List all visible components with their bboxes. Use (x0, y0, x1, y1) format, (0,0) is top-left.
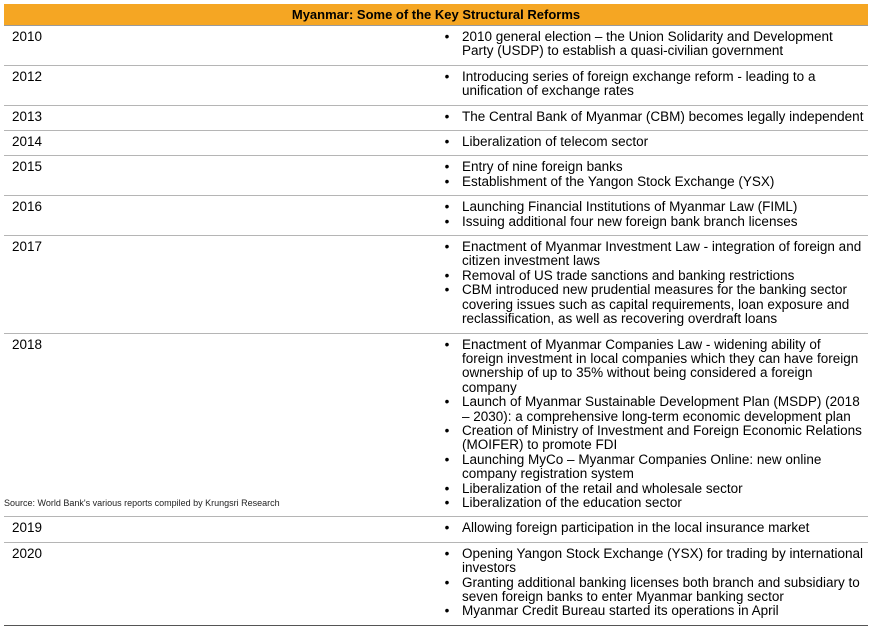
reforms-cell (436, 105, 868, 130)
reform-list (436, 110, 864, 124)
reform-list-item (436, 70, 864, 99)
reforms-cell (436, 542, 868, 625)
reform-list-item (436, 240, 864, 269)
reform-list-item (436, 215, 864, 229)
table-row (4, 26, 868, 66)
reforms-cell (436, 65, 868, 105)
table-row (4, 65, 868, 105)
year-cell: 2014 (4, 131, 436, 156)
reforms-table-container (4, 4, 868, 626)
reform-list (436, 135, 864, 149)
year-cell: 2015 (4, 156, 436, 196)
year-cell: 2010 (4, 26, 436, 66)
bullet-icon: • (444, 336, 450, 352)
reforms-cell (436, 333, 868, 517)
reform-list-item (436, 496, 864, 510)
reform-text: Liberalization of telecom sector (462, 134, 649, 150)
bullet-icon: • (444, 520, 450, 536)
reform-text: Enactment of Myanmar Investment Law - integration of foreign and citizen investment laws (462, 239, 862, 269)
reform-list-item (436, 453, 864, 482)
reform-list (436, 160, 864, 189)
bullet-icon: • (444, 239, 450, 255)
reform-list-item (436, 576, 864, 605)
reform-text: 2010 general election – the Union Solidarity and Development Party (USDP) to establish a quasi-civilian government (462, 29, 833, 59)
bullet-icon: • (444, 494, 450, 510)
reform-list (436, 200, 864, 229)
reforms-table (4, 4, 868, 626)
reforms-cell (436, 131, 868, 156)
reform-list-item (436, 338, 864, 396)
reform-text: Liberalization of the retail and wholesale sector (462, 480, 743, 496)
bullet-icon: • (444, 159, 450, 175)
reform-text: Allowing foreign participation in the local insurance market (462, 520, 810, 536)
bullet-icon: • (444, 394, 450, 410)
reforms-cell (436, 196, 868, 236)
reform-list-item (436, 269, 864, 283)
bullet-icon: • (444, 29, 450, 44)
year-cell: 2016 (4, 196, 436, 236)
bullet-icon: • (444, 134, 450, 150)
reform-text: Removal of US trade sanctions and banking restrictions (462, 267, 795, 283)
reform-list-item (436, 395, 864, 424)
reform-text: CBM introduced new prudential measures for the banking sector covering issues such as capital requirements, loan exposure and reclassification, as well as recovering overdraft loans (462, 282, 850, 327)
bullet-icon: • (444, 282, 450, 298)
bullet-icon: • (444, 451, 450, 467)
reforms-cell (436, 517, 868, 542)
table-row (4, 105, 868, 130)
reform-list-item (436, 135, 864, 149)
year-cell: 2012 (4, 65, 436, 105)
table-row (4, 196, 868, 236)
reform-text: Granting additional banking licenses both branch and subsidiary to seven foreign banks to enter Myanmar banking sector (462, 574, 860, 604)
reforms-cell (436, 236, 868, 333)
bullet-icon: • (444, 199, 450, 215)
source-note: Source: World Bank's various reports compiled by Krungsri Research (4, 498, 280, 508)
reform-list-item (436, 30, 864, 59)
table-row (4, 333, 868, 517)
reform-list (436, 521, 864, 535)
bullet-icon: • (444, 545, 450, 561)
bullet-icon: • (444, 68, 450, 84)
reform-text: Myanmar Credit Bureau started its operations in April (462, 603, 779, 619)
reform-list-item (436, 547, 864, 576)
reform-text: Enactment of Myanmar Companies Law - widening ability of foreign investment in local companies which they can have foreign ownership of up to 35% without being considered a foreign company (462, 336, 859, 395)
reform-list (436, 30, 864, 59)
table-row (4, 236, 868, 333)
bullet-icon: • (444, 480, 450, 496)
table-row (4, 131, 868, 156)
reform-text: Liberalization of the education sector (462, 494, 682, 510)
reform-text: Introducing series of foreign exchange reform - leading to a unification of exchange rates (462, 68, 816, 99)
bullet-icon: • (444, 574, 450, 590)
reform-text: Creation of Ministry of Investment and Foreign Economic Relations (MOIFER) to promote FDI (462, 422, 862, 453)
bullet-icon: • (444, 603, 450, 619)
year-cell: 2018 (4, 333, 436, 517)
year-cell: 2013 (4, 105, 436, 130)
reform-text: Opening Yangon Stock Exchange (YSX) for trading by international investors (462, 545, 863, 576)
table-row (4, 156, 868, 196)
reform-text: Launch of Myanmar Sustainable Development Plan (MSDP) (2018 – 2030): a comprehensive long-term economic development plan (462, 394, 860, 424)
bullet-icon: • (444, 108, 450, 124)
table-body (4, 26, 868, 626)
reform-list (436, 338, 864, 511)
bullet-icon: • (444, 422, 450, 438)
reform-text: Entry of nine foreign banks (462, 159, 623, 175)
reform-list (436, 547, 864, 619)
reform-text: Launching Financial Institutions of Myanmar Law (FIML) (462, 199, 798, 215)
reform-text: The Central Bank of Myanmar (CBM) becomes legally independent (462, 108, 864, 124)
year-cell: 2019 (4, 517, 436, 542)
reform-text: Establishment of the Yangon Stock Exchange (YSX) (462, 173, 775, 189)
year-cell: 2017 (4, 236, 436, 333)
reform-text: Issuing additional four new foreign bank branch licenses (462, 213, 798, 229)
reform-list-item (436, 424, 864, 453)
table-title: Myanmar: Some of the Key Structural Reforms (4, 4, 868, 26)
reform-list-item (436, 160, 864, 174)
reform-list-item (436, 175, 864, 189)
reform-list-item (436, 283, 864, 326)
year-cell: 2020 (4, 542, 436, 625)
reform-list (436, 70, 864, 99)
reform-list-item (436, 604, 864, 618)
reforms-cell (436, 26, 868, 66)
reform-list-item (436, 200, 864, 214)
bullet-icon: • (444, 173, 450, 189)
bullet-icon: • (444, 267, 450, 283)
reform-list-item (436, 110, 864, 124)
reforms-cell (436, 156, 868, 196)
table-row (4, 517, 868, 542)
reform-list-item (436, 482, 864, 496)
reform-list (436, 240, 864, 326)
reform-list-item (436, 521, 864, 535)
reform-text: Launching MyCo – Myanmar Companies Online: new online company registration system (462, 451, 822, 482)
bullet-icon: • (444, 213, 450, 229)
table-row (4, 542, 868, 625)
